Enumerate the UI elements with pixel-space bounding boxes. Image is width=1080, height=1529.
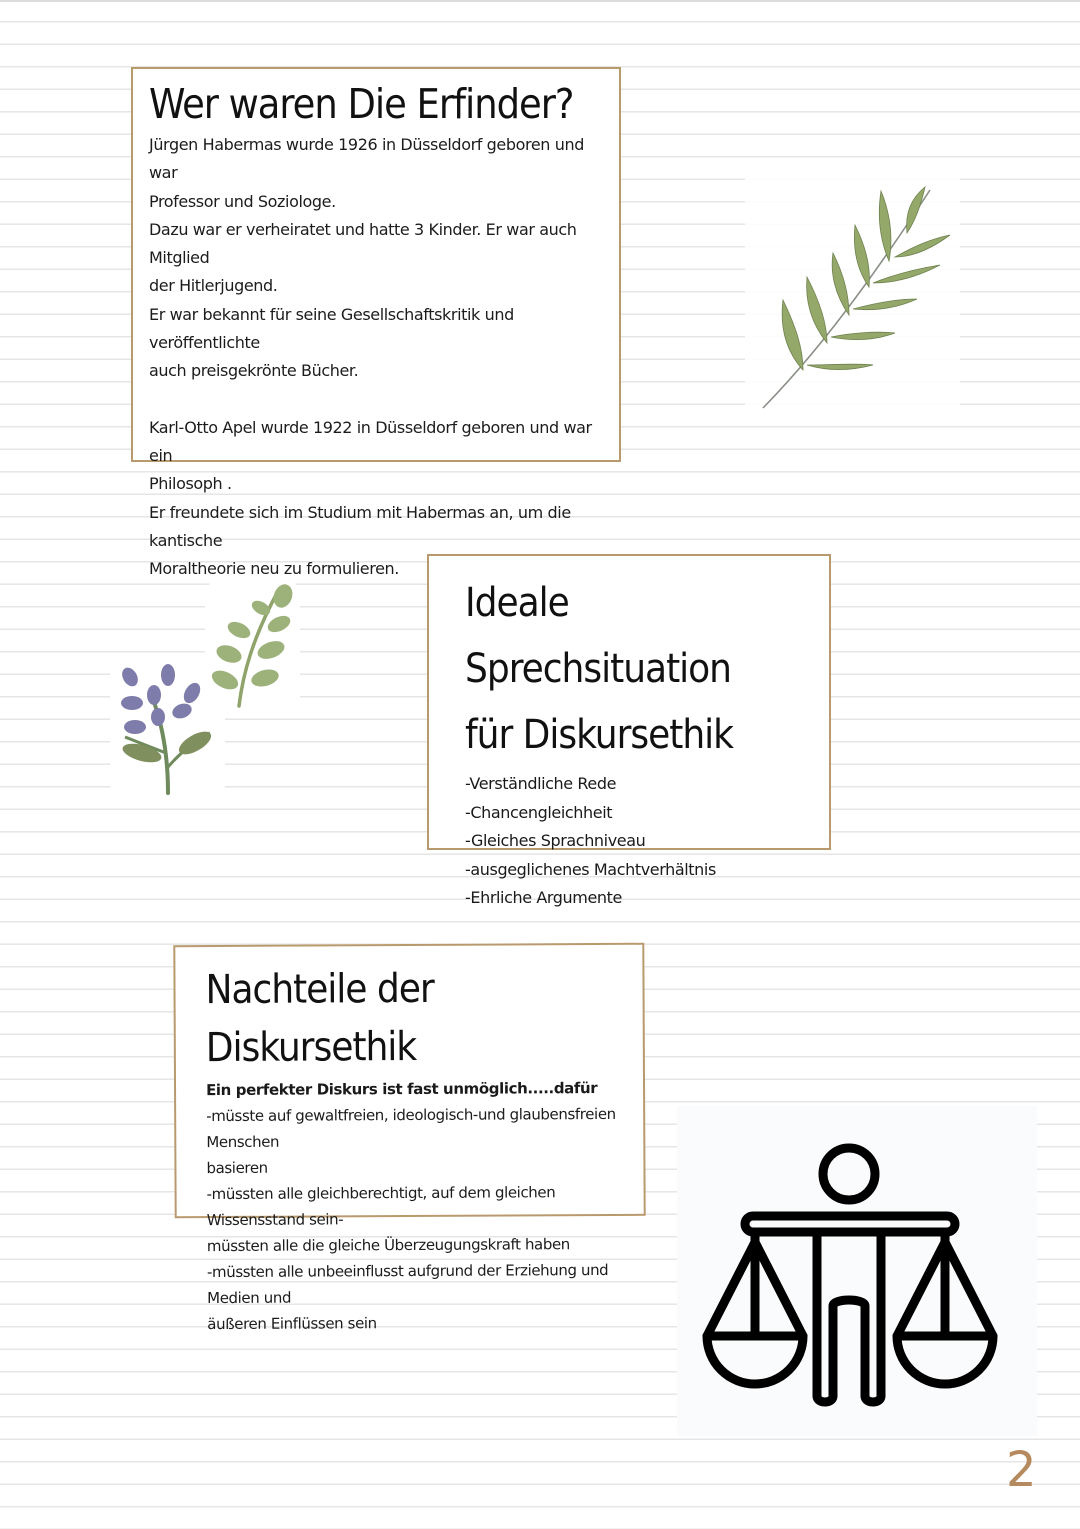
disadvantage-line: müssten alle die gleiche Überzeugungskraft haben	[206, 1235, 570, 1256]
ideal-speech-card	[427, 554, 831, 907]
habermas-line-6: auch preisgekrönte Bücher.	[149, 361, 359, 381]
scales-illustration	[677, 1106, 1037, 1436]
apel-line-3: Er freundete sich im Studium mit Habermas an, um die kantische	[149, 502, 571, 550]
page-number: 2	[1006, 1442, 1037, 1498]
disadvantages-lead: Ein perfekter Diskurs ist fast unmöglich.....dafür	[206, 1079, 598, 1100]
apel-line-2: Philosoph .	[149, 474, 232, 494]
inventors-card	[131, 67, 621, 579]
inventors-text	[149, 131, 605, 583]
habermas-line-4: der Hitlerjugend.	[149, 276, 278, 296]
ideal-title-line-2: für Diskursethik	[465, 712, 734, 758]
disadvantages-text	[206, 1101, 634, 1337]
list-item: -Gleiches Sprachniveau	[465, 831, 646, 850]
disadvantage-line: basieren	[206, 1158, 268, 1178]
disadvantage-line: -müssten alle unbeeinflusst aufgrund der Erziehung und Medien und	[206, 1260, 609, 1308]
list-item: -Chancengleichheit	[465, 802, 613, 822]
habermas-line-5: Er war bekannt für seine Gesellschaftskritik und veröffentlichte	[149, 304, 514, 353]
disadvantages-card	[173, 943, 645, 1334]
justice-scales-icon	[677, 1106, 1037, 1436]
ideal-conditions-list	[465, 770, 819, 913]
apel-line-1: Karl-Otto Apel wurde 1922 in Düsseldorf geboren und war ein	[149, 417, 592, 465]
inventors-title: Wer waren Die Erfinder?	[149, 80, 574, 128]
habermas-line-3: Dazu war er verheiratet und hatte 3 Kinder. Er war auch Mitglied	[149, 219, 577, 268]
top-rule	[0, 0, 1080, 2]
list-item: -ausgeglichenes Machtverhältnis	[465, 859, 716, 879]
paragraph-gap	[149, 386, 605, 414]
apel-line-4: Moraltheorie neu zu formulieren.	[149, 559, 399, 579]
olive-branch-icon	[745, 165, 960, 420]
list-item: -Verständliche Rede	[465, 774, 617, 793]
habermas-line-1: Jürgen Habermas wurde 1926 in Düsseldorf geboren und war	[149, 135, 584, 183]
disadvantage-line: -müssten alle gleichberechtigt, auf dem gleichen Wissensstand sein-	[206, 1183, 556, 1230]
disadvantage-line: -müsste auf gewaltfreien, ideologisch-und glaubensfreien Menschen	[206, 1104, 616, 1152]
disadvantage-line: äußeren Einflüssen sein	[207, 1314, 377, 1334]
ideal-title-line-1: Ideale Sprechsituation	[465, 580, 731, 692]
habermas-line-2: Professor und Soziologe.	[149, 191, 336, 211]
list-item: -Ehrliche Argumente	[465, 888, 622, 907]
disadvantages-title: Nachteile der Diskursethik	[205, 965, 434, 1072]
green-sprig-icon	[205, 578, 300, 713]
